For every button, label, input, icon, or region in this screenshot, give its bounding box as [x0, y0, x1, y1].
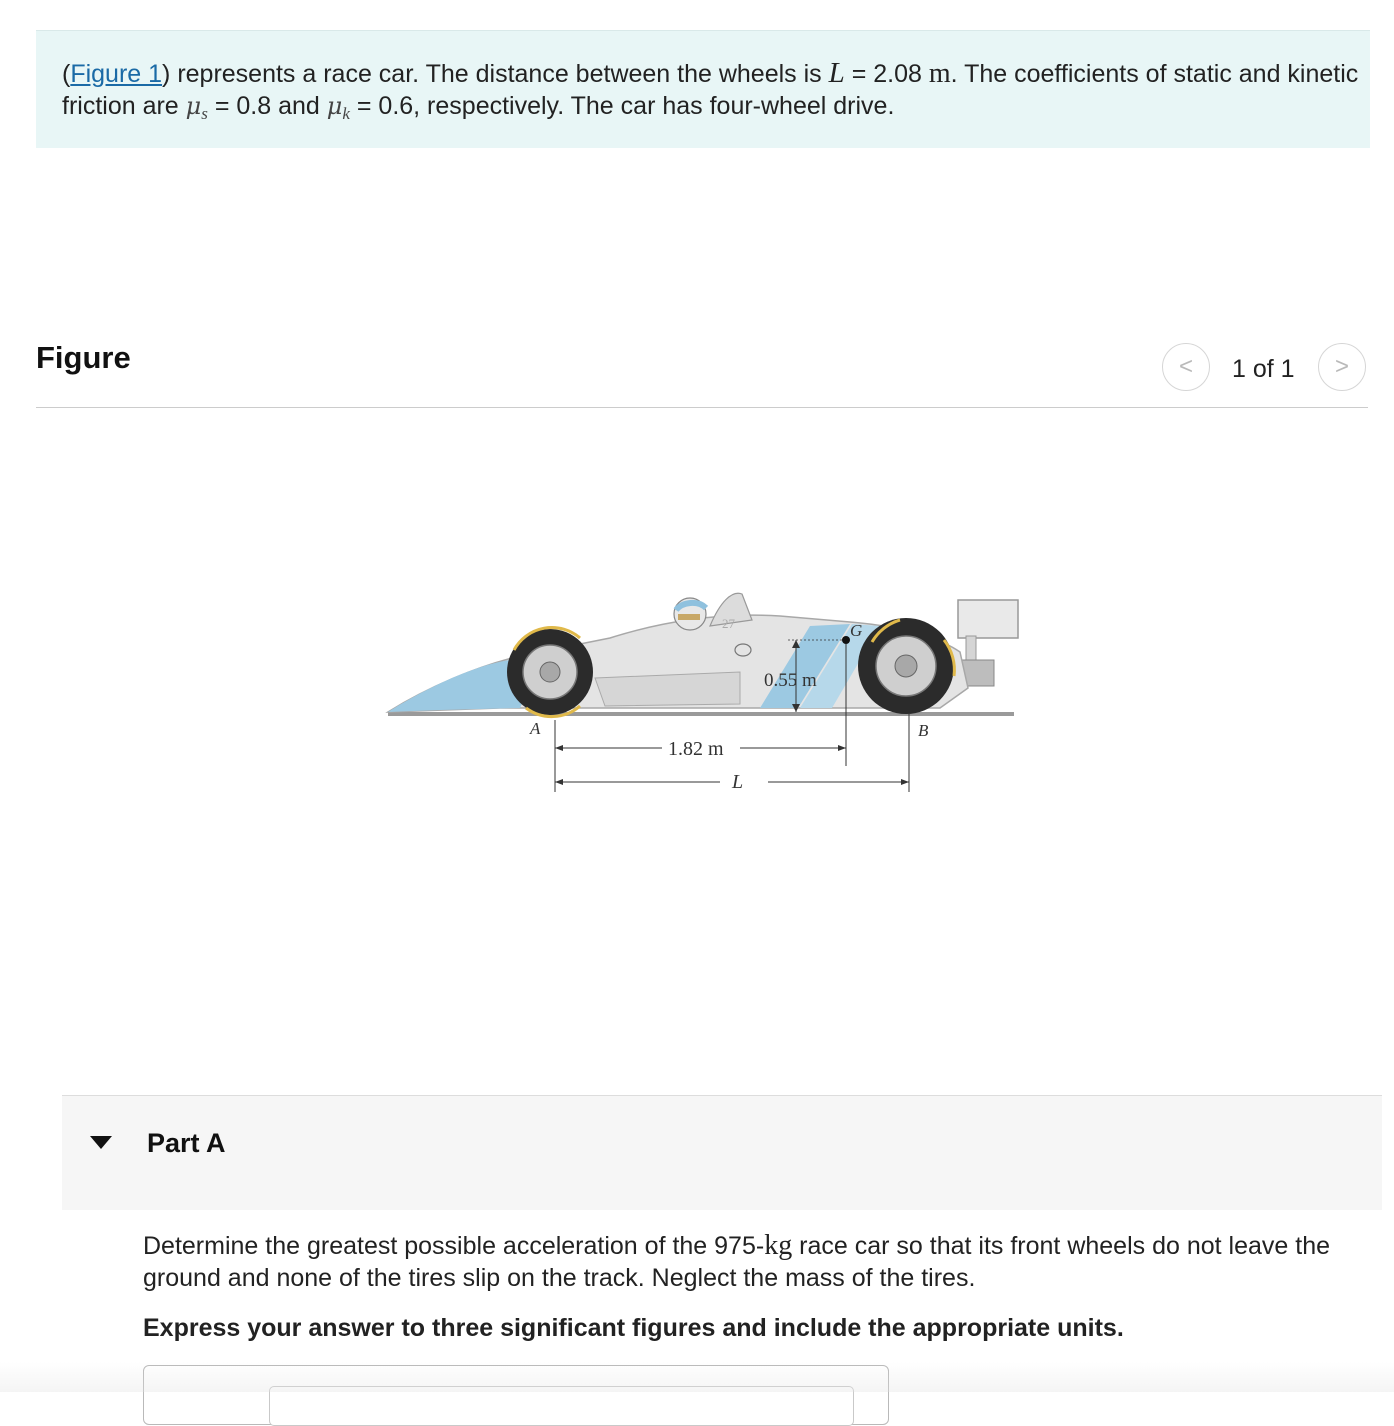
- dim-a-g-arrow-right: [838, 745, 846, 751]
- dim-a-g-arrow-left: [555, 745, 563, 751]
- figure-1-link[interactable]: Figure 1: [70, 60, 163, 88]
- question-text-2: race car so that its front wheels do not leave the ground and none of the tires slip on the track. Neglect the mass of the tires.: [143, 1232, 1330, 1292]
- figure-divider: [36, 407, 1368, 408]
- helmet-visor: [678, 614, 700, 620]
- figure-next-button[interactable]: [1318, 343, 1366, 391]
- mu-static-symbol: μ: [185, 92, 202, 120]
- sidepod: [595, 672, 740, 706]
- intro-text-1: represents a race car. The distance between the wheels is: [170, 60, 829, 88]
- unit-kg: kg: [764, 1230, 793, 1261]
- eq-mu-kinetic: = 0.6, respectively. The car has four-wheel drive.: [349, 92, 895, 120]
- figure-pager-count: 1 of 1: [1232, 355, 1295, 383]
- label-wheelbase: L: [732, 771, 744, 793]
- mu-static-subscript: s: [201, 104, 208, 123]
- answer-input[interactable]: [269, 1386, 854, 1426]
- question-text-1: Determine the greatest possible acceleration of the 975-: [143, 1232, 765, 1260]
- part-a-header[interactable]: [62, 1095, 1382, 1210]
- label-g: G: [850, 621, 863, 640]
- label-a: A: [530, 719, 541, 738]
- label-b: B: [918, 721, 929, 740]
- answer-panel: [143, 1365, 889, 1425]
- unit-meters: m: [928, 58, 951, 89]
- part-a-question: [143, 1230, 1353, 1294]
- paren-open: (: [62, 60, 71, 88]
- center-of-mass-point: [842, 636, 850, 644]
- caret-down-icon[interactable]: [90, 1136, 112, 1149]
- eq-mu-static: = 0.8 and: [207, 92, 327, 120]
- dim-l-arrow-left: [555, 779, 563, 785]
- intro-text-2: . The coefficients of static and kinetic friction are: [62, 60, 1359, 120]
- part-a-title: Part A: [147, 1128, 226, 1158]
- figure-heading: Figure: [36, 340, 131, 375]
- mu-kinetic-subscript: k: [342, 104, 350, 123]
- problem-intro-text: [62, 57, 1362, 130]
- chevron-right-icon: >: [1334, 353, 1349, 380]
- figure-prev-button[interactable]: [1162, 343, 1210, 391]
- answer-instruction: Express your answer to three significant figures and include the appropriate units.: [143, 1314, 1124, 1342]
- car-number: 27: [722, 616, 735, 631]
- label-height: 0.55 m: [764, 670, 817, 691]
- eq-l-value: = 2.08: [844, 60, 929, 88]
- label-a-to-g: 1.82 m: [668, 738, 724, 760]
- rear-wheel: [858, 618, 954, 714]
- rear-wing: [958, 600, 1018, 638]
- problem-intro-box: [36, 30, 1370, 148]
- dim-l-arrow-right: [901, 779, 909, 785]
- chevron-left-icon: <: [1178, 353, 1193, 380]
- var-l: L: [828, 57, 845, 89]
- paren-close: ): [162, 60, 171, 88]
- mu-kinetic-symbol: μ: [326, 92, 343, 120]
- race-car-figure: [380, 580, 1030, 800]
